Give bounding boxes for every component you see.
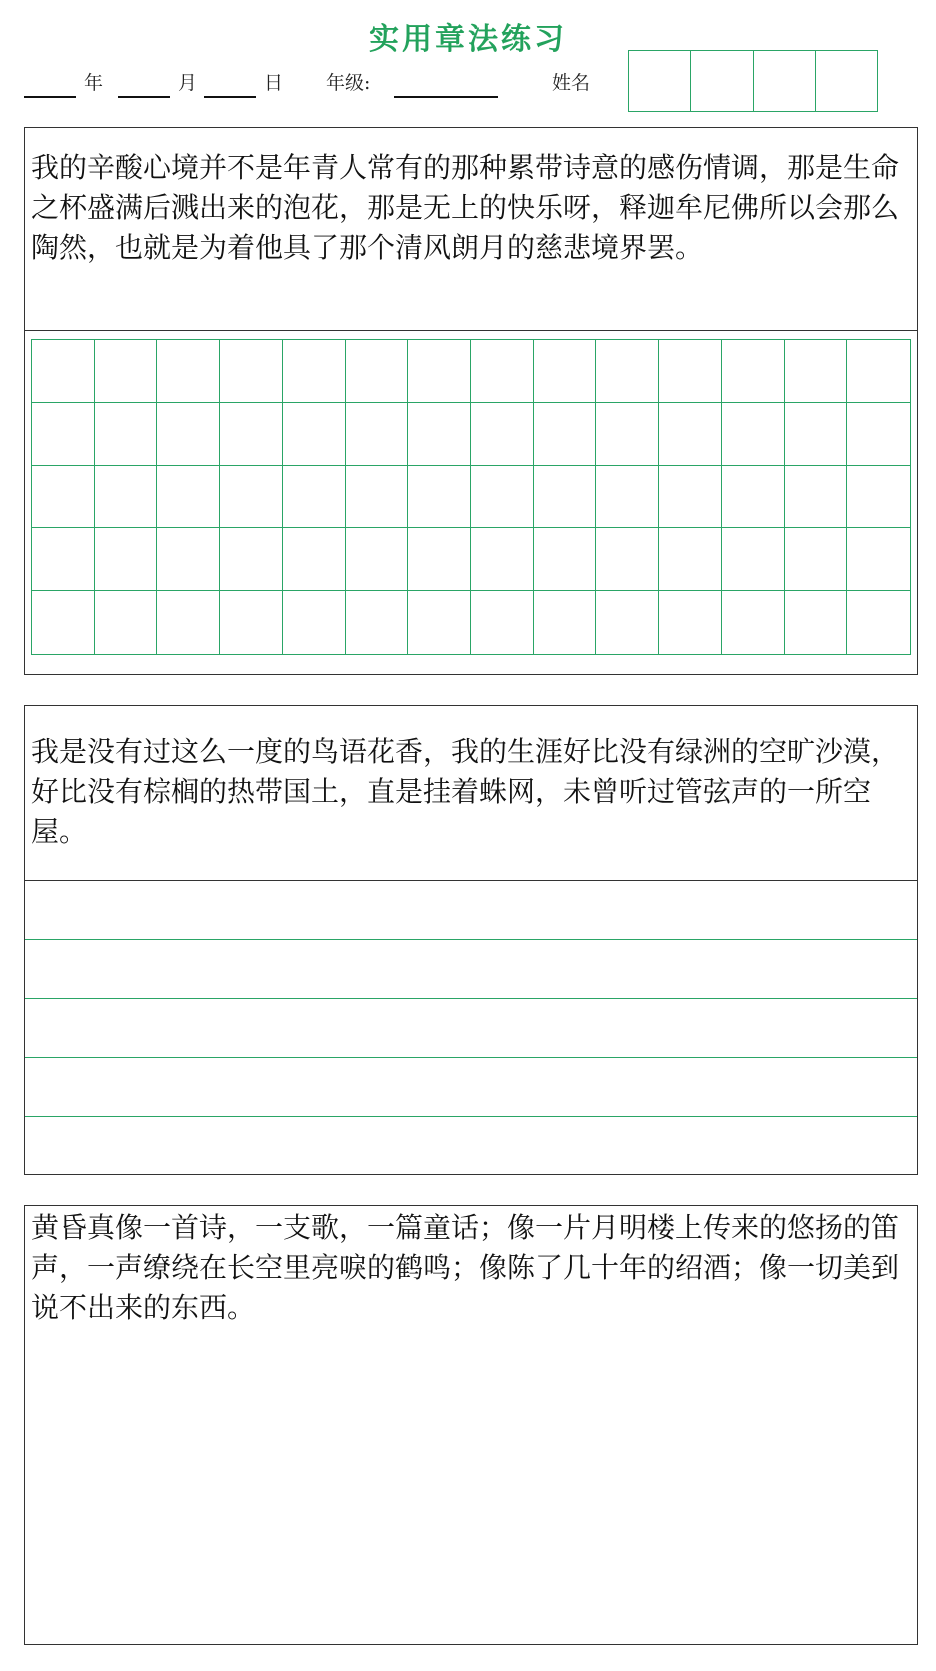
grid-cell[interactable]	[534, 403, 597, 466]
blank-writing-area[interactable]	[25, 1346, 917, 1644]
grid-cell[interactable]	[283, 466, 346, 529]
grade-label: 年级:	[326, 72, 371, 94]
worksheet-title: 实用章法练习	[369, 22, 567, 57]
year-blank[interactable]	[24, 96, 76, 98]
name-box-cell[interactable]	[691, 51, 753, 111]
grid-cell[interactable]	[471, 528, 534, 591]
grid-cell[interactable]	[785, 403, 848, 466]
passage-text-3: 黄昏真像一首诗，一支歌，一篇童话；像一片月明楼上传来的悠扬的笛声，一声缭绕在长空里亮唳的鹤鸣；像陈了几十年的绍酒；像一切美到说不出来的东西。	[31, 1211, 900, 1324]
grid-cell[interactable]	[596, 403, 659, 466]
ruled-line	[25, 1057, 917, 1058]
practice-section-2	[24, 705, 918, 1175]
grid-cell[interactable]	[534, 466, 597, 529]
name-label: 姓名	[552, 72, 591, 94]
grid-cell[interactable]	[346, 466, 409, 529]
grid-cell[interactable]	[220, 528, 283, 591]
grid-cell[interactable]	[346, 403, 409, 466]
grid-cell[interactable]	[471, 403, 534, 466]
grid-cell[interactable]	[659, 403, 722, 466]
grid-cell[interactable]	[722, 403, 785, 466]
grid-cell[interactable]	[157, 591, 220, 654]
day-blank[interactable]	[204, 96, 256, 98]
month-label: 月	[178, 72, 198, 94]
ruled-line	[25, 1116, 917, 1117]
grid-cell[interactable]	[220, 591, 283, 654]
grid-cell[interactable]	[596, 528, 659, 591]
grid-cell[interactable]	[785, 528, 848, 591]
grid-cell[interactable]	[283, 403, 346, 466]
grid-cell[interactable]	[32, 340, 95, 403]
grid-cell[interactable]	[220, 340, 283, 403]
passage-text-1: 我的辛酸心境并不是年青人常有的那种累带诗意的感伤情调，那是生命之杯盛满后溅出来的泡花，那是无上的快乐呀，释迦牟尼佛所以会那么陶然，也就是为着他具了那个清风朗月的慈悲境界罢。	[31, 151, 900, 264]
grid-cell[interactable]	[534, 340, 597, 403]
grid-cell[interactable]	[847, 340, 910, 403]
grid-cell[interactable]	[659, 340, 722, 403]
grid-cell[interactable]	[847, 403, 910, 466]
grid-cell[interactable]	[408, 591, 471, 654]
grade-blank[interactable]	[394, 96, 498, 98]
grid-cell[interactable]	[220, 466, 283, 529]
grid-cell[interactable]	[157, 466, 220, 529]
practice-section-3	[24, 1205, 918, 1645]
grid-cell[interactable]	[157, 340, 220, 403]
grid-cell[interactable]	[722, 340, 785, 403]
name-box-cell[interactable]	[754, 51, 816, 111]
grid-cell[interactable]	[659, 591, 722, 654]
ruled-line	[25, 939, 917, 940]
grid-cell[interactable]	[32, 403, 95, 466]
grid-cell[interactable]	[408, 340, 471, 403]
name-box-cell[interactable]	[816, 51, 877, 111]
year-label: 年	[84, 72, 104, 94]
passage-text-2: 我是没有过这么一度的鸟语花香，我的生涯好比没有绿洲的空旷沙漠，好比没有棕榈的热带国土，直是挂着蛛网，未曾听过管弦声的一所空屋。	[31, 735, 900, 848]
grid-cell[interactable]	[95, 403, 158, 466]
grid-cell[interactable]	[32, 528, 95, 591]
grid-cell[interactable]	[847, 528, 910, 591]
grid-cell[interactable]	[534, 591, 597, 654]
month-blank[interactable]	[118, 96, 170, 98]
grid-cell[interactable]	[346, 340, 409, 403]
grid-cell[interactable]	[659, 466, 722, 529]
grid-cell[interactable]	[32, 591, 95, 654]
grid-cell[interactable]	[408, 403, 471, 466]
ruled-writing-area[interactable]	[25, 880, 917, 1174]
grid-cell[interactable]	[722, 591, 785, 654]
grid-cell[interactable]	[346, 591, 409, 654]
grid-cell[interactable]	[471, 466, 534, 529]
grid-cell[interactable]	[596, 340, 659, 403]
grid-cell[interactable]	[471, 591, 534, 654]
day-label: 日	[264, 72, 284, 94]
grid-cell[interactable]	[785, 466, 848, 529]
grid-cell[interactable]	[95, 340, 158, 403]
grid-cell[interactable]	[847, 466, 910, 529]
grid-cell[interactable]	[283, 528, 346, 591]
character-grid-area	[25, 330, 917, 670]
grid-cell[interactable]	[659, 528, 722, 591]
character-grid[interactable]	[31, 339, 911, 655]
grid-cell[interactable]	[95, 466, 158, 529]
grid-cell[interactable]	[408, 466, 471, 529]
name-boxes[interactable]	[628, 50, 878, 112]
grid-cell[interactable]	[346, 528, 409, 591]
grid-cell[interactable]	[471, 340, 534, 403]
practice-section-1	[24, 127, 918, 675]
grid-cell[interactable]	[283, 591, 346, 654]
grid-cell[interactable]	[157, 403, 220, 466]
grid-cell[interactable]	[785, 340, 848, 403]
name-box-cell[interactable]	[629, 51, 691, 111]
grid-cell[interactable]	[596, 591, 659, 654]
ruled-line	[25, 998, 917, 999]
grid-cell[interactable]	[157, 528, 220, 591]
grid-cell[interactable]	[283, 340, 346, 403]
grid-cell[interactable]	[32, 466, 95, 529]
grid-cell[interactable]	[596, 466, 659, 529]
grid-cell[interactable]	[785, 591, 848, 654]
grid-cell[interactable]	[408, 528, 471, 591]
grid-cell[interactable]	[220, 403, 283, 466]
grid-cell[interactable]	[534, 528, 597, 591]
grid-cell[interactable]	[722, 528, 785, 591]
grid-cell[interactable]	[722, 466, 785, 529]
grid-cell[interactable]	[95, 528, 158, 591]
grid-cell[interactable]	[95, 591, 158, 654]
grid-cell[interactable]	[847, 591, 910, 654]
